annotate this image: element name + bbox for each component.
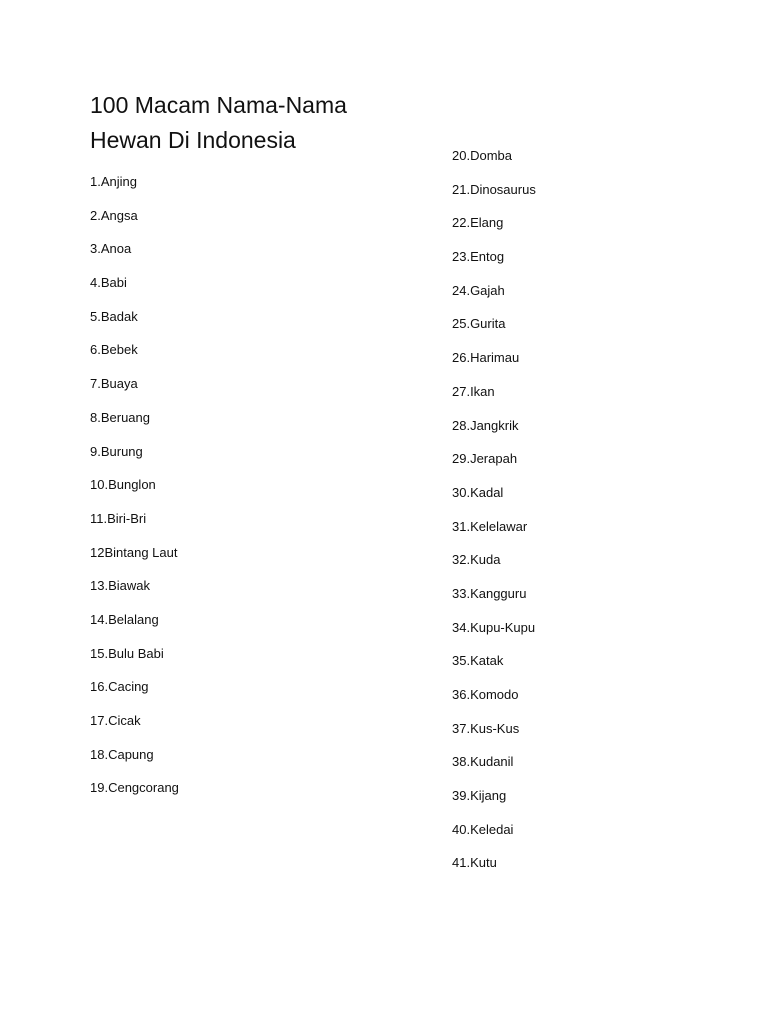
list-item: 3.Anoa: [90, 241, 132, 257]
list-item: 27.Ikan: [452, 383, 495, 399]
list-item: 4.Babi: [90, 275, 127, 291]
list-item: 23.Entog: [452, 249, 505, 265]
list-item: 37.Kus-Kus: [452, 720, 520, 736]
list-item: 24.Gajah: [452, 282, 505, 298]
list-item: 35.Katak: [452, 653, 504, 669]
list-item: 13.Biawak: [90, 578, 150, 594]
list-item: 34.Kupu-Kupu: [452, 619, 536, 635]
page-title: [90, 88, 390, 158]
list-item: 21.Dinosaurus: [452, 181, 536, 197]
list-item: 2.Angsa: [90, 207, 138, 223]
list-item: 20.Domba: [452, 148, 512, 163]
list-item: 17.Cicak: [90, 713, 141, 728]
list-item: 40.Keledai: [452, 821, 514, 837]
list-item: 32.Kuda: [452, 552, 501, 568]
animal-list-right-column: [452, 146, 536, 887]
list-item: 26.Harimau: [452, 350, 520, 366]
title-line-2: Hewan Di Indonesia: [90, 127, 296, 153]
animal-list-left-column: [90, 172, 179, 812]
list-item: 9.Burung: [90, 443, 143, 459]
list-item: 39.Kijang: [452, 788, 507, 804]
list-item: 12Bintang Laut: [90, 544, 178, 560]
list-item: 28.Jangkrik: [452, 417, 519, 433]
list-item: 36.Komodo: [452, 687, 519, 702]
list-item: 25.Gurita: [452, 316, 506, 332]
list-item: 14.Belalang: [90, 611, 159, 627]
list-item: 38.Kudanil: [452, 754, 514, 770]
list-item: 11.Biri-Bri: [90, 510, 147, 526]
list-item: 8.Beruang: [90, 409, 150, 425]
list-item: 10.Bunglon: [90, 477, 156, 493]
list-item: 19.Cengcorang: [90, 780, 179, 796]
list-item: 1.Anjing: [90, 174, 137, 189]
list-item: 7.Buaya: [90, 376, 138, 392]
list-item: 5.Badak: [90, 308, 138, 324]
list-item: 31.Kelelawar: [452, 518, 528, 534]
list-item: 16.Cacing: [90, 679, 149, 695]
list-item: 22.Elang: [452, 215, 504, 231]
list-item: 15.Bulu Babi: [90, 645, 164, 661]
list-item: 6.Bebek: [90, 342, 138, 358]
list-item: 33.Kangguru: [452, 585, 527, 601]
list-item: 30.Kadal: [452, 484, 504, 500]
title-line-1: 100 Macam Nama-Nama: [90, 92, 347, 118]
list-item: 18.Capung: [90, 746, 154, 762]
list-item: 29.Jerapah: [452, 451, 518, 467]
list-item: 41.Kutu: [452, 855, 497, 871]
